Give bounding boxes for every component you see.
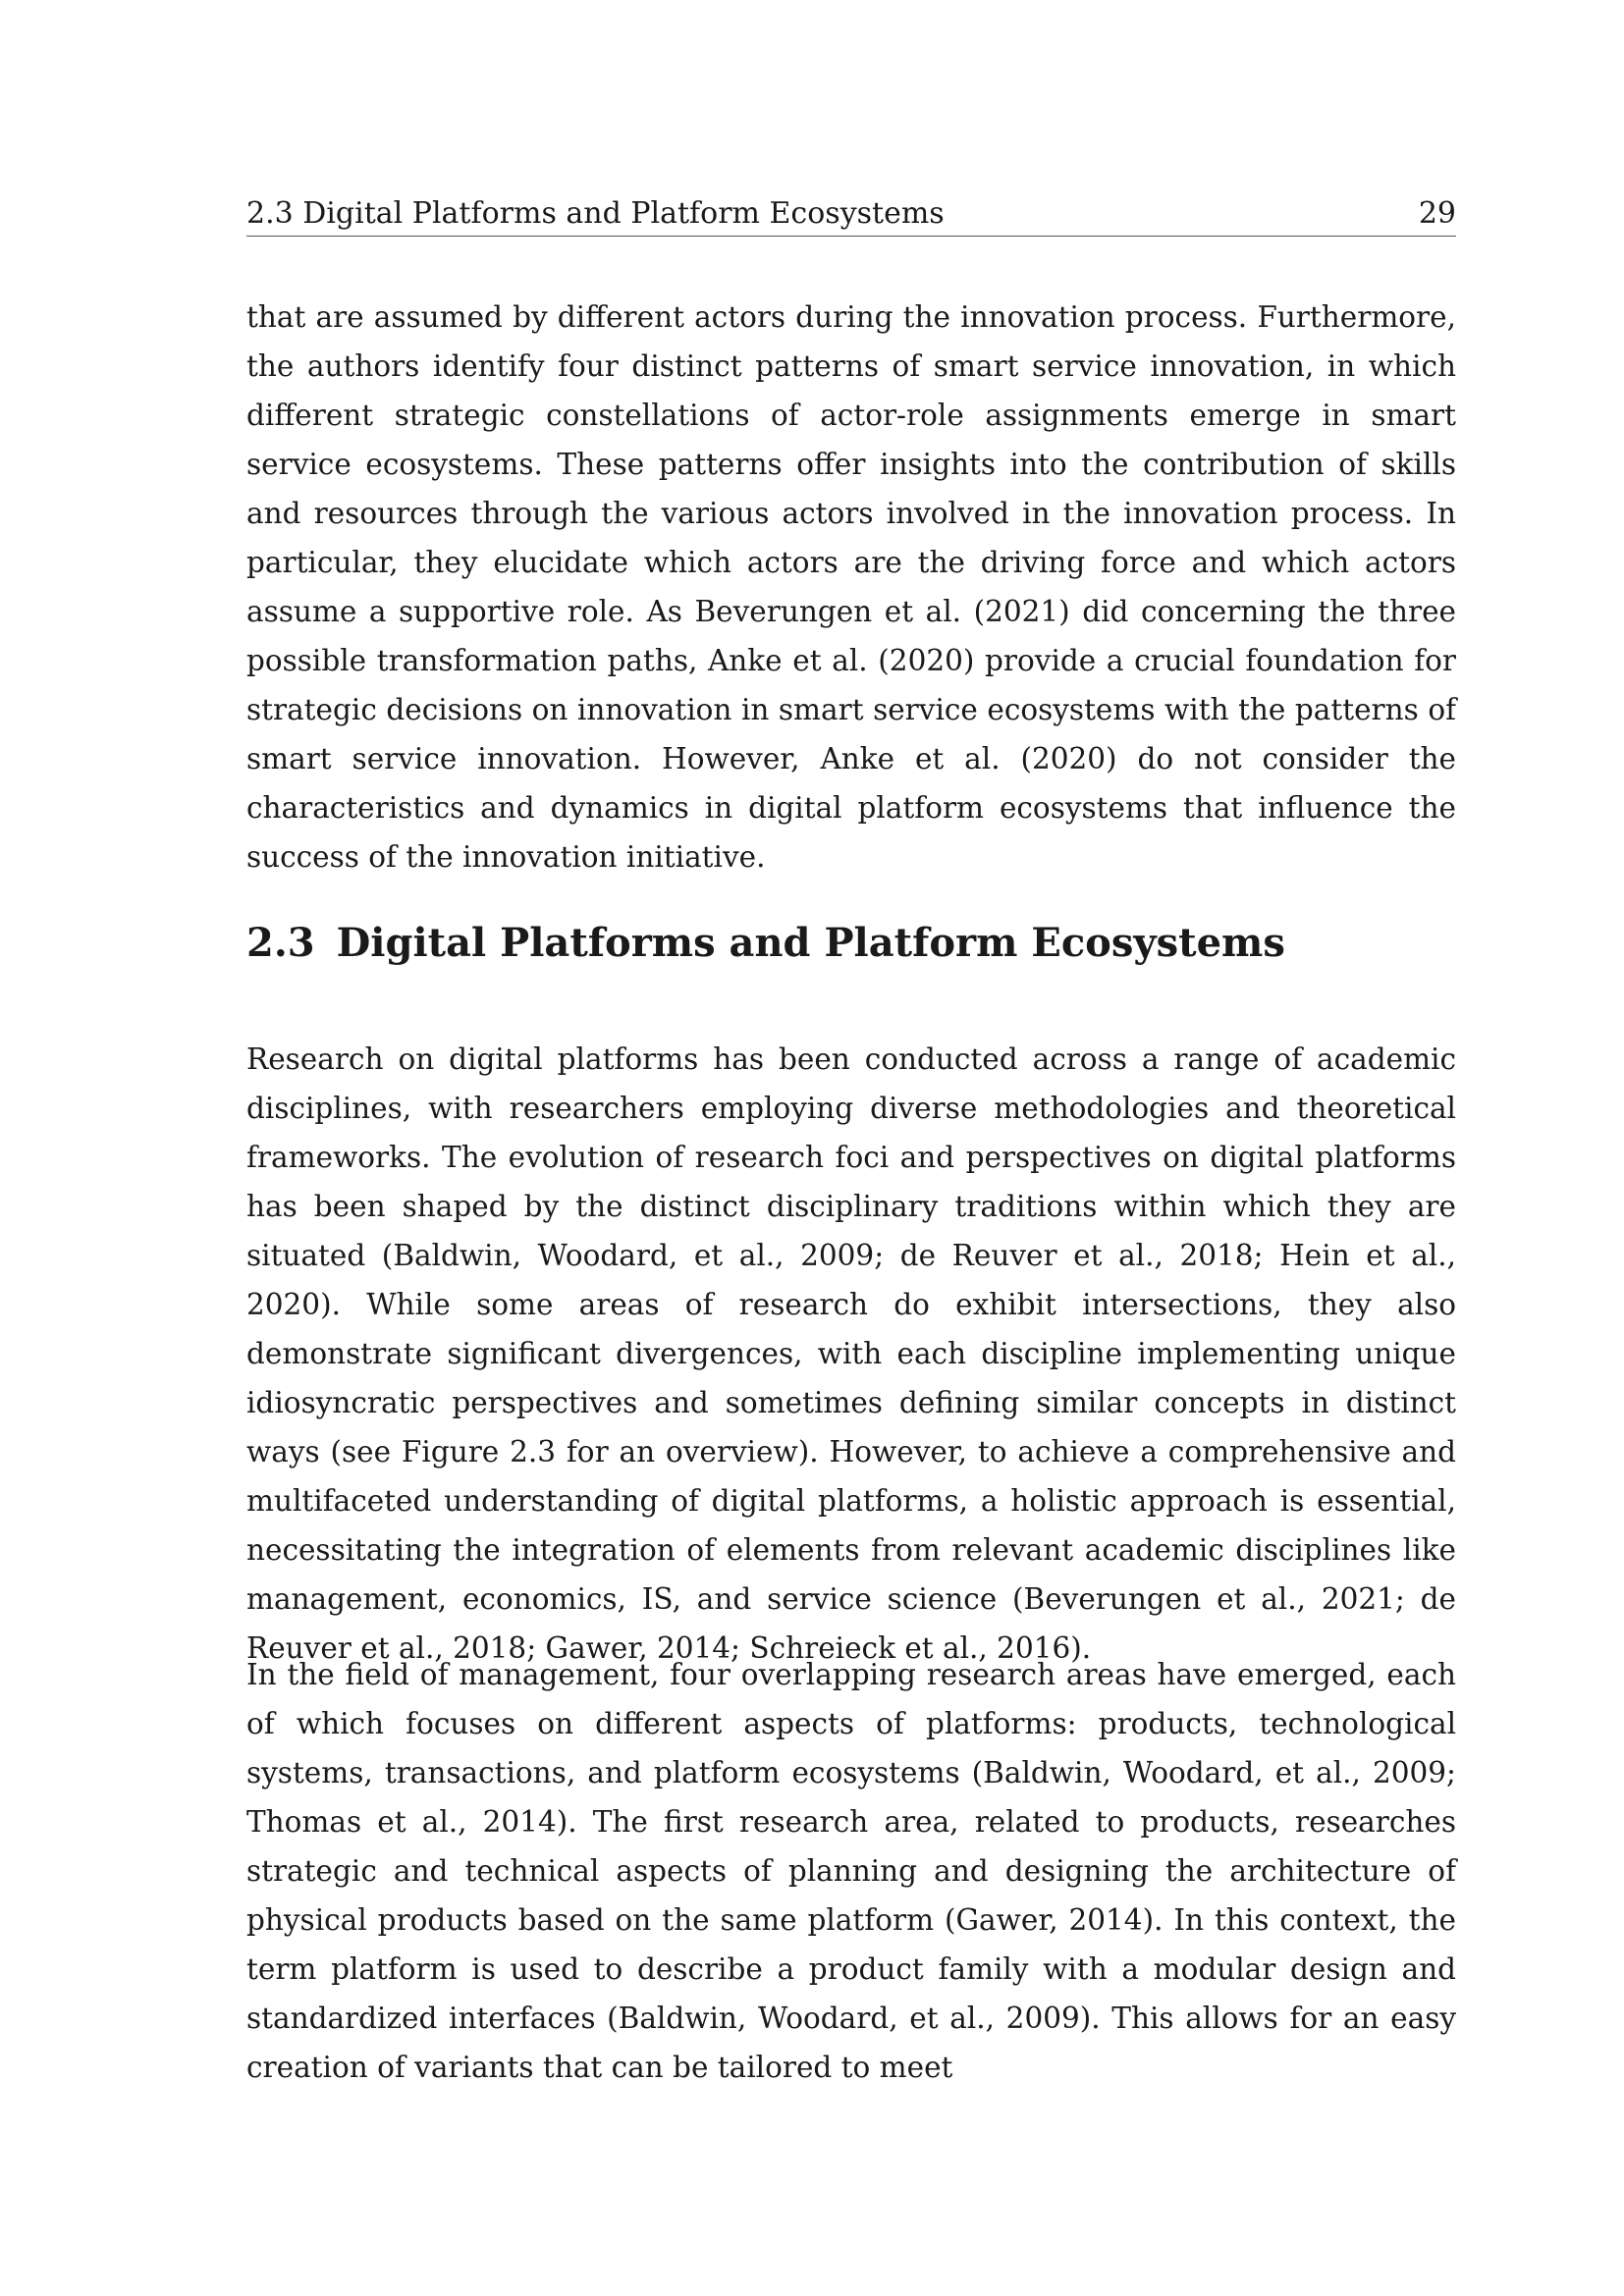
paragraph: Research on digital platforms has been conducted across a range of academic disciplines, with researchers employing diverse methodologies and theoretical frameworks. The evolution of research foci and perspectives on digital platforms has been shaped by the distinct disciplinary traditions within which they are situated (Baldwin, Woodard, et al., 2009; de Reuver et al., 2018; Hein et al., 2020). While some areas of research do exhibit intersections, they also demonstrate significant divergences, with each discipline implementing unique idiosyncratic perspectives and sometimes defining similar concepts in distinct ways (see Figure 2.3 for an overview). However, to achieve a comprehensive and multifaceted understanding of digital platforms, a holistic approach is essential, necessitating the integration of elements from relevant academic disciplines like management, economics, IS, and service science (Beverungen et al., 2021; de Reuver et al., 2018; Gawer, 2014; Schreieck et al., 2016). [246,1042,1456,1665]
section-title: Digital Platforms and Platform Ecosystems [336,920,1285,966]
body-text-management [246,1650,1456,2092]
section-number: 2.3 [246,920,315,966]
running-title: 2.3 Digital Platforms and Platform Ecosystems [246,196,945,231]
paragraph: In the field of management, four overlapping research areas have emerged, each of which focuses on different aspects of platforms: products, technological systems, transactions, and platform ecosystems (Baldwin, Woodard, et al., 2009; Thomas et al., 2014). The first research area, related to products, researches strategic and technical aspects of planning and designing the architecture of physical products based on the same platform (Gawer, 2014). In this context, the term platform is used to describe a product family with a modular design and standardized interfaces (Baldwin, Woodard, et al., 2009). This allows for an easy creation of variants that can be tailored to meet [246,1658,1456,2084]
body-text-section-intro [246,1035,1456,1673]
paragraph: that are assumed by different actors during the innovation process. Furthermore, the authors identify four distinct patterns of smart service innovation, in which different strategic constellations of actor-role assignments emerge in smart service ecosystems. These patterns offer insights into the contribution of skills and resources through the various actors involved in the innovation process. In particular, they elucidate which actors are the driving force and which actors assume a supportive role. As Beverungen et al. (2021) did concerning the three possible transformation paths, Anke et al. (2020) provide a crucial foundation for strategic decisions on innovation in smart service ecosystems with the patterns of smart service innovation. However, Anke et al. (2020) do not consider the characteristics and dynamics in digital platform ecosystems that influence the success of the innovation initiative. [246,300,1456,874]
section-heading [246,919,1456,968]
body-text-continued [246,293,1456,881]
running-header [246,191,1456,237]
page-number: 29 [1418,196,1456,231]
